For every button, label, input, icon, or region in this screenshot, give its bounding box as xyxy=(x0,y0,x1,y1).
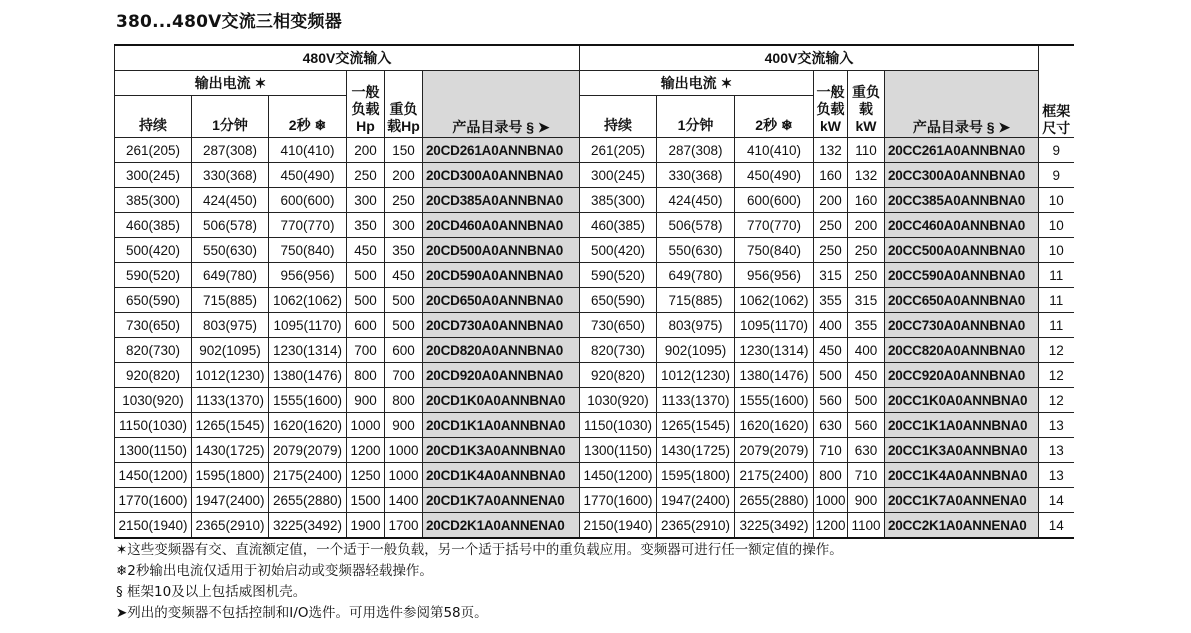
two-sec-400-cell: 1380(1476) xyxy=(735,363,814,388)
one-min-480-cell: 1595(1800) xyxy=(192,463,269,488)
table-row xyxy=(115,438,1074,463)
continuous-480-cell: 1150(1030) xyxy=(115,413,192,438)
one-min-480-cell: 1430(1725) xyxy=(192,438,269,463)
frame-size-cell: 10 xyxy=(1039,238,1074,263)
footnote-two-sec: ❄2秒输出电流仅适用于初始启动或变频器轻载操作。 xyxy=(116,563,433,579)
continuous-480-cell: 261(205) xyxy=(115,138,192,163)
table-row xyxy=(115,463,1074,488)
one-min-480-cell: 550(630) xyxy=(192,238,269,263)
catalog-no-480-cell: 20CD920A0ANNBNA0 xyxy=(423,363,580,388)
frame-size-cell: 12 xyxy=(1039,363,1074,388)
two-sec-480-cell: 956(956) xyxy=(269,263,347,288)
two-sec-480-cell: 1230(1314) xyxy=(269,338,347,363)
continuous-480-cell: 650(590) xyxy=(115,288,192,313)
table-row xyxy=(115,388,1074,413)
catalog-no-480-cell: 20CD1K3A0ANNBNA0 xyxy=(423,438,580,463)
continuous-400-cell: 1150(1030) xyxy=(580,413,657,438)
table-row xyxy=(115,213,1074,238)
continuous-480-cell: 820(730) xyxy=(115,338,192,363)
group-400v-header: 400V交流输入 xyxy=(580,45,1039,71)
frame-size-cell: 12 xyxy=(1039,338,1074,363)
catalog-no-header-480: 产品目录号 § ➤ xyxy=(423,71,580,138)
catalog-no-480-cell: 20CD650A0ANNBNA0 xyxy=(423,288,580,313)
heavy-duty-kw-cell: 110 xyxy=(848,138,885,163)
one-min-header-480: 1分钟 xyxy=(192,96,269,138)
frame-size-cell: 11 xyxy=(1039,288,1074,313)
two-sec-480-cell: 2079(2079) xyxy=(269,438,347,463)
two-sec-header-400: 2秒 ❄ xyxy=(735,96,814,138)
normal-duty-hp-cell: 500 xyxy=(347,263,385,288)
frame-size-header: 框架尺寸 xyxy=(1039,45,1074,138)
two-sec-400-cell: 450(490) xyxy=(735,163,814,188)
one-min-480-cell: 2365(2910) xyxy=(192,513,269,539)
normal-duty-hp-cell: 450 xyxy=(347,238,385,263)
two-sec-400-cell: 750(840) xyxy=(735,238,814,263)
two-sec-480-cell: 750(840) xyxy=(269,238,347,263)
continuous-400-cell: 650(590) xyxy=(580,288,657,313)
one-min-480-cell: 506(578) xyxy=(192,213,269,238)
catalog-no-400-cell: 20CC1K1A0ANNBNA0 xyxy=(885,413,1039,438)
catalog-no-480-cell: 20CD730A0ANNBNA0 xyxy=(423,313,580,338)
two-sec-400-cell: 1555(1600) xyxy=(735,388,814,413)
one-min-480-cell: 1947(2400) xyxy=(192,488,269,513)
two-sec-480-cell: 3225(3492) xyxy=(269,513,347,539)
catalog-no-400-cell: 20CC300A0ANNBNA0 xyxy=(885,163,1039,188)
catalog-no-480-cell: 20CD1K7A0ANNENA0 xyxy=(423,488,580,513)
catalog-no-400-cell: 20CC730A0ANNBNA0 xyxy=(885,313,1039,338)
frame-size-cell: 10 xyxy=(1039,213,1074,238)
one-min-400-cell: 550(630) xyxy=(657,238,735,263)
two-sec-400-cell: 1062(1062) xyxy=(735,288,814,313)
two-sec-400-cell: 3225(3492) xyxy=(735,513,814,539)
two-sec-480-cell: 1380(1476) xyxy=(269,363,347,388)
continuous-480-cell: 1770(1600) xyxy=(115,488,192,513)
normal-duty-hp-cell: 500 xyxy=(347,288,385,313)
group-480v-header: 480V交流输入 xyxy=(115,45,580,71)
one-min-480-cell: 287(308) xyxy=(192,138,269,163)
normal-duty-kw-cell: 630 xyxy=(814,413,848,438)
normal-duty-kw-cell: 132 xyxy=(814,138,848,163)
heavy-duty-kw-cell: 132 xyxy=(848,163,885,188)
normal-duty-hp-cell: 350 xyxy=(347,213,385,238)
catalog-no-400-cell: 20CC1K3A0ANNBNA0 xyxy=(885,438,1039,463)
frame-size-cell: 10 xyxy=(1039,188,1074,213)
one-min-400-cell: 506(578) xyxy=(657,213,735,238)
catalog-no-480-cell: 20CD300A0ANNBNA0 xyxy=(423,163,580,188)
normal-duty-kw-cell: 710 xyxy=(814,438,848,463)
normal-duty-hp-cell: 1000 xyxy=(347,413,385,438)
heavy-duty-hp-cell: 700 xyxy=(385,363,423,388)
catalog-no-480-cell: 20CD1K0A0ANNBNA0 xyxy=(423,388,580,413)
output-current-header-400: 输出电流 ✶ xyxy=(580,71,814,96)
two-sec-400-cell: 770(770) xyxy=(735,213,814,238)
heavy-duty-hp-cell: 1400 xyxy=(385,488,423,513)
table-row xyxy=(115,138,1074,163)
table-row xyxy=(115,188,1074,213)
two-sec-480-cell: 1095(1170) xyxy=(269,313,347,338)
catalog-no-400-cell: 20CC650A0ANNBNA0 xyxy=(885,288,1039,313)
catalog-no-400-cell: 20CC460A0ANNBNA0 xyxy=(885,213,1039,238)
heavy-duty-kw-cell: 355 xyxy=(848,313,885,338)
normal-duty-kw-cell: 250 xyxy=(814,238,848,263)
table-row xyxy=(115,488,1074,513)
continuous-480-cell: 460(385) xyxy=(115,213,192,238)
frame-size-cell: 11 xyxy=(1039,313,1074,338)
continuous-400-cell: 385(300) xyxy=(580,188,657,213)
heavy-duty-kw-cell: 315 xyxy=(848,288,885,313)
two-sec-400-cell: 600(600) xyxy=(735,188,814,213)
one-min-480-cell: 1012(1230) xyxy=(192,363,269,388)
one-min-480-cell: 1133(1370) xyxy=(192,388,269,413)
heavy-duty-kw-header: 重负载kW xyxy=(848,71,885,138)
one-min-480-cell: 649(780) xyxy=(192,263,269,288)
two-sec-400-cell: 2079(2079) xyxy=(735,438,814,463)
heavy-duty-kw-cell: 900 xyxy=(848,488,885,513)
footnotes xyxy=(116,540,843,624)
heavy-duty-hp-cell: 1000 xyxy=(385,438,423,463)
heavy-duty-hp-cell: 600 xyxy=(385,338,423,363)
catalog-no-header-400: 产品目录号 § ➤ xyxy=(885,71,1039,138)
normal-duty-kw-cell: 200 xyxy=(814,188,848,213)
two-sec-400-cell: 2655(2880) xyxy=(735,488,814,513)
continuous-400-cell: 1030(920) xyxy=(580,388,657,413)
heavy-duty-hp-cell: 350 xyxy=(385,238,423,263)
one-min-400-cell: 1595(1800) xyxy=(657,463,735,488)
normal-duty-kw-cell: 1200 xyxy=(814,513,848,539)
frame-size-cell: 14 xyxy=(1039,513,1074,539)
continuous-480-cell: 1030(920) xyxy=(115,388,192,413)
one-min-400-cell: 902(1095) xyxy=(657,338,735,363)
normal-duty-kw-header: 一般负载kW xyxy=(814,71,848,138)
frame-size-cell: 12 xyxy=(1039,388,1074,413)
catalog-no-480-cell: 20CD261A0ANNBNA0 xyxy=(423,138,580,163)
continuous-400-cell: 730(650) xyxy=(580,313,657,338)
normal-duty-kw-cell: 315 xyxy=(814,263,848,288)
two-sec-480-cell: 770(770) xyxy=(269,213,347,238)
one-min-400-cell: 715(885) xyxy=(657,288,735,313)
table-row xyxy=(115,238,1074,263)
catalog-no-480-cell: 20CD500A0ANNBNA0 xyxy=(423,238,580,263)
normal-duty-kw-cell: 450 xyxy=(814,338,848,363)
one-min-400-cell: 1430(1725) xyxy=(657,438,735,463)
one-min-400-cell: 424(450) xyxy=(657,188,735,213)
drive-spec-table xyxy=(114,44,1074,539)
footnote-rating: ✶这些变频器有交、直流额定值，一个适于一般负载，另一个适于括号中的重负载应用。变频器可进行任一额定值的操作。 xyxy=(116,542,843,558)
heavy-duty-hp-cell: 900 xyxy=(385,413,423,438)
catalog-no-480-cell: 20CD820A0ANNBNA0 xyxy=(423,338,580,363)
continuous-400-cell: 460(385) xyxy=(580,213,657,238)
continuous-400-cell: 1770(1600) xyxy=(580,488,657,513)
continuous-480-cell: 1300(1150) xyxy=(115,438,192,463)
heavy-duty-kw-cell: 400 xyxy=(848,338,885,363)
one-min-400-cell: 330(368) xyxy=(657,163,735,188)
one-min-400-cell: 1947(2400) xyxy=(657,488,735,513)
frame-size-cell: 11 xyxy=(1039,263,1074,288)
heavy-duty-hp-cell: 1000 xyxy=(385,463,423,488)
two-sec-400-cell: 1620(1620) xyxy=(735,413,814,438)
one-min-480-cell: 330(368) xyxy=(192,163,269,188)
normal-duty-hp-cell: 700 xyxy=(347,338,385,363)
catalog-no-400-cell: 20CC590A0ANNBNA0 xyxy=(885,263,1039,288)
two-sec-header-480: 2秒 ❄ xyxy=(269,96,347,138)
catalog-no-400-cell: 20CC820A0ANNBNA0 xyxy=(885,338,1039,363)
one-min-400-cell: 2365(2910) xyxy=(657,513,735,539)
normal-duty-hp-cell: 200 xyxy=(347,138,385,163)
table-row xyxy=(115,288,1074,313)
two-sec-400-cell: 2175(2400) xyxy=(735,463,814,488)
continuous-400-cell: 261(205) xyxy=(580,138,657,163)
footnote-options: ➤列出的变频器不包括控制和I/O选件。可用选件参阅第58页。 xyxy=(116,605,488,621)
one-min-480-cell: 424(450) xyxy=(192,188,269,213)
frame-size-cell: 9 xyxy=(1039,163,1074,188)
normal-duty-kw-cell: 560 xyxy=(814,388,848,413)
normal-duty-kw-cell: 355 xyxy=(814,288,848,313)
normal-duty-hp-cell: 1900 xyxy=(347,513,385,539)
frame-size-cell: 14 xyxy=(1039,488,1074,513)
frame-size-cell: 9 xyxy=(1039,138,1074,163)
continuous-400-cell: 820(730) xyxy=(580,338,657,363)
normal-duty-hp-header: 一般负载Hp xyxy=(347,71,385,138)
normal-duty-hp-cell: 800 xyxy=(347,363,385,388)
two-sec-400-cell: 956(956) xyxy=(735,263,814,288)
normal-duty-hp-cell: 300 xyxy=(347,188,385,213)
normal-duty-kw-cell: 160 xyxy=(814,163,848,188)
catalog-no-400-cell: 20CC920A0ANNBNA0 xyxy=(885,363,1039,388)
catalog-no-480-cell: 20CD385A0ANNBNA0 xyxy=(423,188,580,213)
table-row xyxy=(115,338,1074,363)
two-sec-480-cell: 600(600) xyxy=(269,188,347,213)
table-row xyxy=(115,413,1074,438)
catalog-no-400-cell: 20CC1K7A0ANNENA0 xyxy=(885,488,1039,513)
catalog-no-400-cell: 20CC1K0A0ANNBNA0 xyxy=(885,388,1039,413)
two-sec-480-cell: 450(490) xyxy=(269,163,347,188)
two-sec-400-cell: 1230(1314) xyxy=(735,338,814,363)
one-min-400-cell: 1265(1545) xyxy=(657,413,735,438)
normal-duty-kw-cell: 250 xyxy=(814,213,848,238)
one-min-header-400: 1分钟 xyxy=(657,96,735,138)
heavy-duty-hp-cell: 150 xyxy=(385,138,423,163)
catalog-no-480-cell: 20CD590A0ANNBNA0 xyxy=(423,263,580,288)
one-min-480-cell: 715(885) xyxy=(192,288,269,313)
heavy-duty-hp-cell: 500 xyxy=(385,313,423,338)
heavy-duty-kw-cell: 630 xyxy=(848,438,885,463)
normal-duty-hp-cell: 250 xyxy=(347,163,385,188)
heavy-duty-hp-cell: 450 xyxy=(385,263,423,288)
catalog-no-480-cell: 20CD1K1A0ANNBNA0 xyxy=(423,413,580,438)
normal-duty-kw-cell: 500 xyxy=(814,363,848,388)
heavy-duty-hp-cell: 1700 xyxy=(385,513,423,539)
one-min-480-cell: 1265(1545) xyxy=(192,413,269,438)
normal-duty-kw-cell: 1000 xyxy=(814,488,848,513)
catalog-no-400-cell: 20CC500A0ANNBNA0 xyxy=(885,238,1039,263)
output-current-header-480: 输出电流 ✶ xyxy=(115,71,347,96)
continuous-400-cell: 300(245) xyxy=(580,163,657,188)
normal-duty-hp-cell: 1250 xyxy=(347,463,385,488)
table-row xyxy=(115,263,1074,288)
table-body xyxy=(115,138,1074,539)
normal-duty-hp-cell: 600 xyxy=(347,313,385,338)
heavy-duty-hp-header: 重负载Hp xyxy=(385,71,423,138)
one-min-400-cell: 287(308) xyxy=(657,138,735,163)
normal-duty-hp-cell: 1500 xyxy=(347,488,385,513)
table-row xyxy=(115,513,1074,539)
heavy-duty-kw-cell: 1100 xyxy=(848,513,885,539)
frame-size-cell: 13 xyxy=(1039,413,1074,438)
heavy-duty-kw-cell: 450 xyxy=(848,363,885,388)
continuous-480-cell: 300(245) xyxy=(115,163,192,188)
two-sec-480-cell: 1062(1062) xyxy=(269,288,347,313)
normal-duty-kw-cell: 400 xyxy=(814,313,848,338)
two-sec-400-cell: 410(410) xyxy=(735,138,814,163)
one-min-400-cell: 649(780) xyxy=(657,263,735,288)
continuous-400-cell: 2150(1940) xyxy=(580,513,657,539)
continuous-400-cell: 500(420) xyxy=(580,238,657,263)
continuous-header-480: 持续 xyxy=(115,96,192,138)
two-sec-400-cell: 1095(1170) xyxy=(735,313,814,338)
one-min-480-cell: 803(975) xyxy=(192,313,269,338)
heavy-duty-hp-cell: 800 xyxy=(385,388,423,413)
normal-duty-hp-cell: 900 xyxy=(347,388,385,413)
continuous-400-cell: 590(520) xyxy=(580,263,657,288)
table-row xyxy=(115,163,1074,188)
heavy-duty-hp-cell: 200 xyxy=(385,163,423,188)
continuous-480-cell: 730(650) xyxy=(115,313,192,338)
catalog-no-400-cell: 20CC2K1A0ANNENA0 xyxy=(885,513,1039,539)
heavy-duty-hp-cell: 300 xyxy=(385,213,423,238)
heavy-duty-kw-cell: 500 xyxy=(848,388,885,413)
continuous-400-cell: 1450(1200) xyxy=(580,463,657,488)
continuous-480-cell: 590(520) xyxy=(115,263,192,288)
frame-size-cell: 13 xyxy=(1039,463,1074,488)
heavy-duty-kw-cell: 710 xyxy=(848,463,885,488)
continuous-400-cell: 1300(1150) xyxy=(580,438,657,463)
heavy-duty-kw-cell: 560 xyxy=(848,413,885,438)
catalog-no-480-cell: 20CD1K4A0ANNBNA0 xyxy=(423,463,580,488)
normal-duty-hp-cell: 1200 xyxy=(347,438,385,463)
heavy-duty-kw-cell: 250 xyxy=(848,263,885,288)
heavy-duty-hp-cell: 500 xyxy=(385,288,423,313)
two-sec-480-cell: 1555(1600) xyxy=(269,388,347,413)
catalog-no-400-cell: 20CC385A0ANNBNA0 xyxy=(885,188,1039,213)
normal-duty-kw-cell: 800 xyxy=(814,463,848,488)
continuous-480-cell: 920(820) xyxy=(115,363,192,388)
continuous-480-cell: 2150(1940) xyxy=(115,513,192,539)
continuous-480-cell: 385(300) xyxy=(115,188,192,213)
two-sec-480-cell: 410(410) xyxy=(269,138,347,163)
two-sec-480-cell: 2175(2400) xyxy=(269,463,347,488)
continuous-400-cell: 920(820) xyxy=(580,363,657,388)
page-title: 380...480V交流三相变频器 xyxy=(116,12,342,32)
heavy-duty-kw-cell: 200 xyxy=(848,213,885,238)
catalog-no-480-cell: 20CD460A0ANNBNA0 xyxy=(423,213,580,238)
heavy-duty-kw-cell: 250 xyxy=(848,238,885,263)
one-min-400-cell: 803(975) xyxy=(657,313,735,338)
one-min-400-cell: 1012(1230) xyxy=(657,363,735,388)
one-min-400-cell: 1133(1370) xyxy=(657,388,735,413)
continuous-header-400: 持续 xyxy=(580,96,657,138)
frame-size-cell: 13 xyxy=(1039,438,1074,463)
catalog-no-480-cell: 20CD2K1A0ANNENA0 xyxy=(423,513,580,539)
catalog-no-400-cell: 20CC261A0ANNBNA0 xyxy=(885,138,1039,163)
heavy-duty-hp-cell: 250 xyxy=(385,188,423,213)
footnote-frame: § 框架10及以上包括威图机壳。 xyxy=(116,584,307,600)
one-min-480-cell: 902(1095) xyxy=(192,338,269,363)
table-row xyxy=(115,363,1074,388)
continuous-480-cell: 500(420) xyxy=(115,238,192,263)
two-sec-480-cell: 2655(2880) xyxy=(269,488,347,513)
catalog-no-400-cell: 20CC1K4A0ANNBNA0 xyxy=(885,463,1039,488)
heavy-duty-kw-cell: 160 xyxy=(848,188,885,213)
two-sec-480-cell: 1620(1620) xyxy=(269,413,347,438)
continuous-480-cell: 1450(1200) xyxy=(115,463,192,488)
table-row xyxy=(115,313,1074,338)
